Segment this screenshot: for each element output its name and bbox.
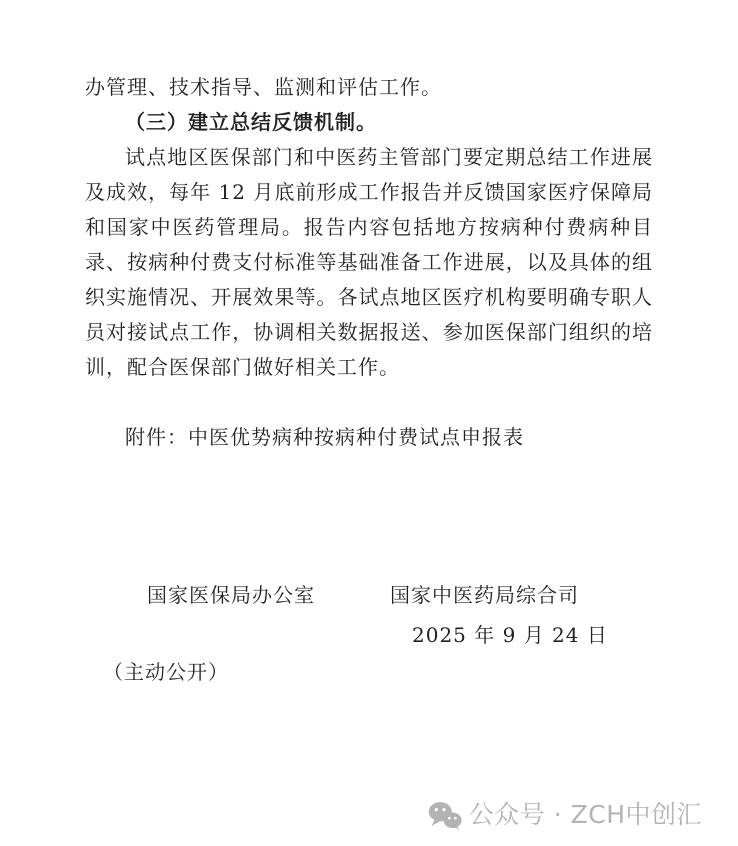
- section-heading: （三）建立总结反馈机制。: [125, 110, 377, 134]
- signature-right-agency: 国家中医药局综合司: [390, 583, 579, 607]
- wechat-icon: [428, 801, 462, 830]
- signature-left-agency: 国家医保局办公室: [147, 583, 315, 607]
- disclosure-note: （主动公开）: [103, 660, 229, 684]
- document-date: 2025 年 9 月 24 日: [412, 623, 608, 647]
- attachment-line: 附件：中医优势病种按病种付费试点申报表: [125, 425, 524, 449]
- watermark: [428, 797, 702, 833]
- paragraph-continuation: 办管理、技术指导、监测和评估工作。: [85, 75, 442, 99]
- main-paragraph: 试点地区医保部门和中医药主管部门要定期总结工作进展及成效，每年 12 月底前形成工作报告并反馈国家医疗保障局和国家中医药管理局。报告内容包括地方按病种付费病种目录、按病种付费支付标准等基础准备工作进展，以及具体的组织实施情况、开展效果等。各试点地区医疗机构要明确专职人员对接试点工作，协调相关数据报送、参加医保部门组织的培训，配合医保部门做好相关工作。: [85, 145, 653, 379]
- watermark-text: 公众号 · ZCH中创汇: [468, 800, 702, 829]
- document-body: [85, 70, 653, 385]
